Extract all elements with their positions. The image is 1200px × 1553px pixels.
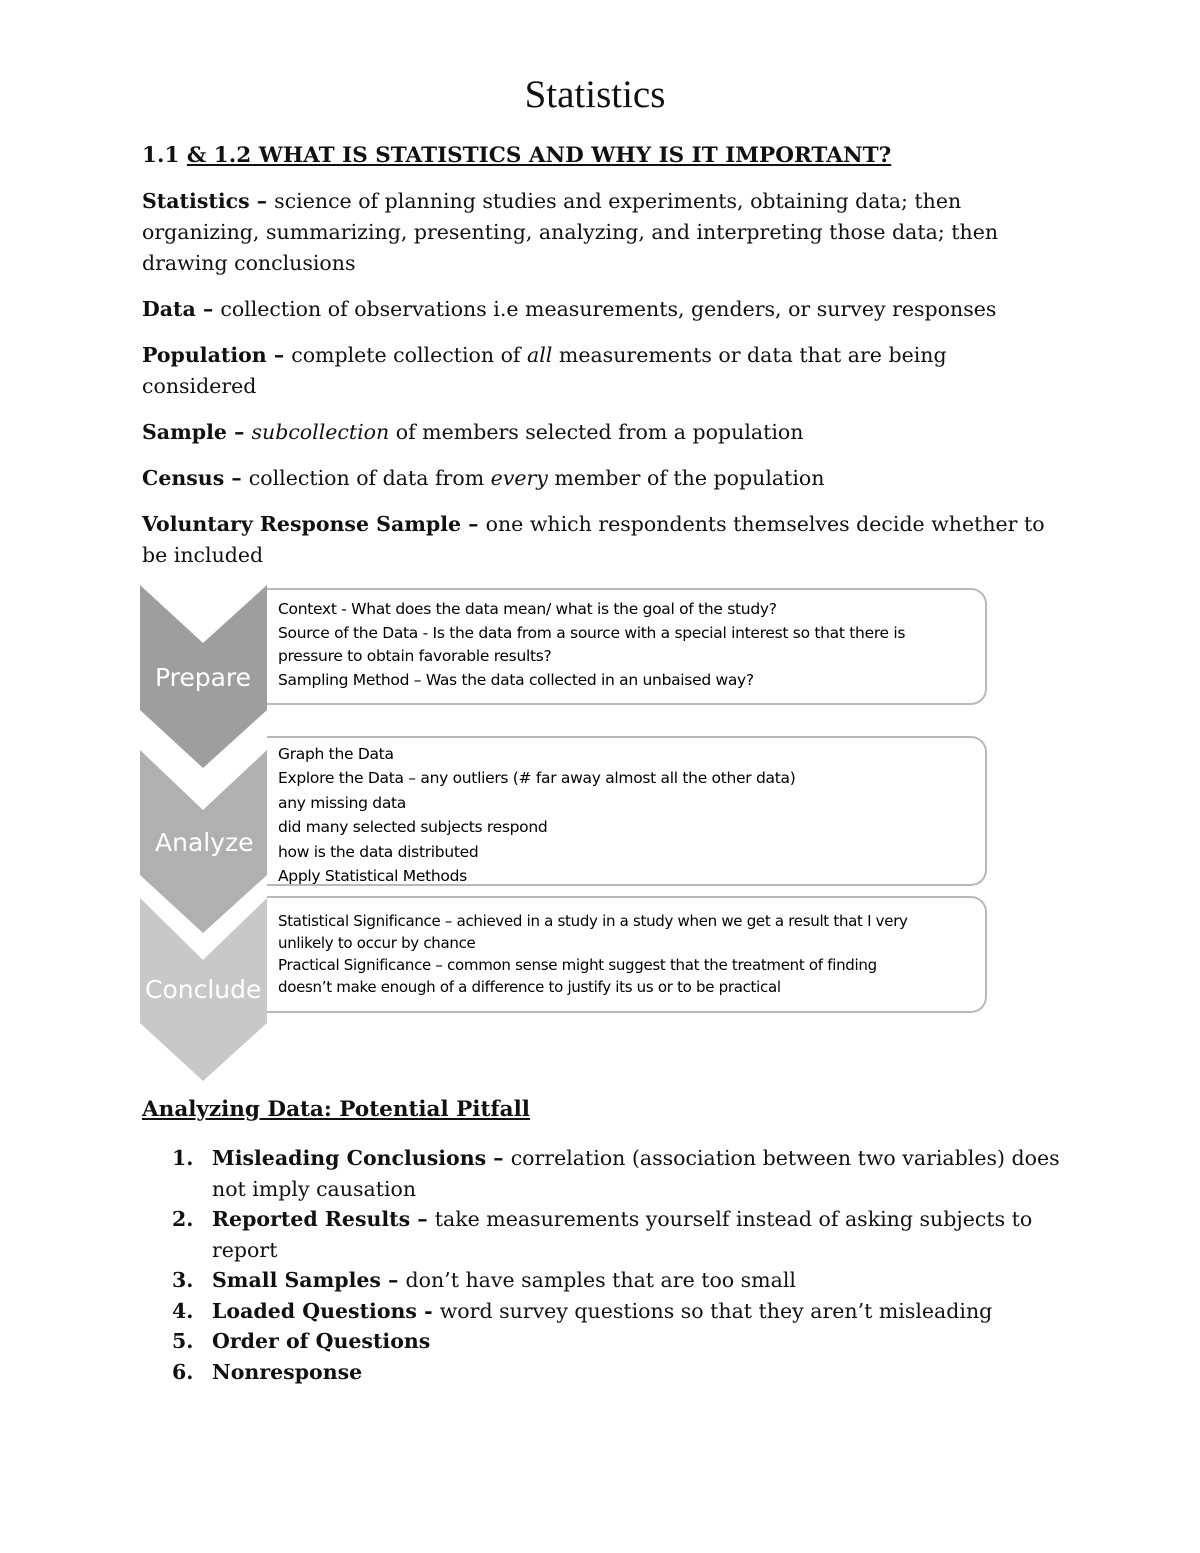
list-item	[172, 1326, 1062, 1357]
section-heading-text: & 1.2 WHAT IS STATISTICS AND WHY IS IT IMPORTANT?	[186, 143, 892, 168]
item-number: 1.	[172, 1146, 194, 1170]
analyze-box	[267, 736, 987, 886]
section-heading	[142, 143, 891, 168]
definition-data	[142, 294, 1062, 325]
emphasis: all	[527, 343, 553, 367]
prepare-line: Context - What does the data mean/ what is the goal of the study?	[278, 600, 777, 618]
definition-census	[142, 463, 1062, 494]
conclude-box	[267, 896, 987, 1013]
analyze-line: Explore the Data – any outliers (# far away almost all the other data)	[278, 769, 796, 788]
item-term: Small Samples	[212, 1268, 381, 1292]
item-number: 4.	[172, 1298, 194, 1323]
conclude-label: Conclude	[145, 975, 262, 1004]
term: Population	[142, 343, 267, 367]
term: Statistics	[142, 189, 250, 213]
definition-text: measurements or data that are being considered	[142, 343, 947, 398]
definition-text: science of planning studies and experiments, obtaining data; then organizing, summarizing, presenting, analyzing, and interpreting those data; then drawing conclusions	[142, 189, 999, 275]
item-term: Misleading Conclusions	[212, 1146, 487, 1170]
item-number: 6.	[172, 1359, 194, 1384]
emphasis: every	[490, 466, 548, 490]
item-term: Order of Questions	[212, 1329, 431, 1353]
dash: –	[195, 297, 221, 321]
item-dash: –	[380, 1268, 406, 1292]
pitfalls-list	[172, 1143, 1062, 1387]
definition-text: collection of observations i.e measurements, genders, or survey responses	[220, 297, 997, 321]
item-term: Loaded Questions	[212, 1298, 417, 1323]
prepare-line: Source of the Data - Is the data from a source with a special interest so that there is	[278, 623, 906, 642]
dash: –	[266, 343, 292, 367]
process-diagram	[140, 585, 1000, 1085]
analyze-line: Graph the Data	[278, 745, 394, 763]
definitions	[142, 186, 1062, 586]
dash: –	[224, 466, 249, 490]
section-number: 1.1	[142, 143, 180, 168]
analyze-line: how is the data distributed	[278, 842, 479, 861]
term: Sample	[142, 420, 227, 444]
dash: –	[461, 512, 486, 536]
definition-population	[142, 340, 1062, 402]
conclude-line: Statistical Significance – achieved in a study in a study when we get a result that I very	[278, 912, 908, 930]
page-title: Statistics	[524, 73, 666, 116]
dash: –	[249, 189, 275, 213]
item-dash: –	[410, 1207, 435, 1231]
definition-voluntary-response-sample	[142, 509, 1062, 571]
item-dash: -	[416, 1298, 440, 1323]
conclude-line: unlikely to occur by chance	[278, 934, 476, 952]
prepare-box	[267, 588, 987, 705]
pitfalls-heading: Analyzing Data: Potential Pitfall	[142, 1097, 530, 1122]
list-item	[172, 1265, 1062, 1296]
term: Data	[142, 297, 196, 321]
definition-statistics	[142, 186, 1062, 279]
term: Census	[142, 466, 225, 490]
prepare-line: Sampling Method – Was the data collected in an unbaised way?	[278, 670, 754, 689]
item-text: don’t have samples that are too small	[405, 1268, 796, 1292]
definition-sample	[142, 417, 1062, 448]
conclude-line: doesn’t make enough of a difference to justify its us or to be practical	[278, 978, 781, 996]
item-term: Reported Results	[212, 1207, 411, 1231]
item-text: word survey questions so that they aren’t misleading	[439, 1298, 993, 1323]
definition-text: complete collection of	[291, 343, 528, 367]
list-item	[172, 1357, 1062, 1388]
item-number: 3.	[172, 1268, 194, 1292]
item-dash: –	[486, 1146, 511, 1170]
definition-text: collection of data from	[248, 466, 491, 490]
item-number: 5.	[172, 1329, 194, 1353]
analyze-label: Analyze	[155, 828, 254, 857]
definition-text: member of the population	[547, 466, 825, 490]
analyze-line: Apply Statistical Methods	[278, 867, 467, 886]
definition-text: one which respondents themselves decide whether to be included	[142, 512, 1045, 567]
list-item	[172, 1204, 1062, 1265]
item-term: Nonresponse	[212, 1359, 363, 1384]
definition-text: of members selected from a population	[389, 420, 804, 444]
item-number: 2.	[172, 1207, 194, 1231]
item-text: take measurements yourself instead of asking subjects to report	[212, 1207, 1033, 1262]
item-text: correlation (association between two variables) does not imply causation	[212, 1146, 1060, 1201]
term: Voluntary Response Sample	[142, 512, 462, 536]
dash: –	[226, 420, 252, 444]
prepare-label: Prepare	[155, 663, 252, 692]
analyze-line: any missing data	[278, 793, 406, 812]
list-item	[172, 1143, 1062, 1204]
list-item	[172, 1296, 1062, 1327]
prepare-line: pressure to obtain favorable results?	[278, 647, 552, 665]
analyze-line: did many selected subjects respond	[278, 818, 548, 837]
conclude-line: Practical Significance – common sense might suggest that the treatment of finding	[278, 956, 877, 974]
emphasis: subcollection	[251, 420, 390, 444]
